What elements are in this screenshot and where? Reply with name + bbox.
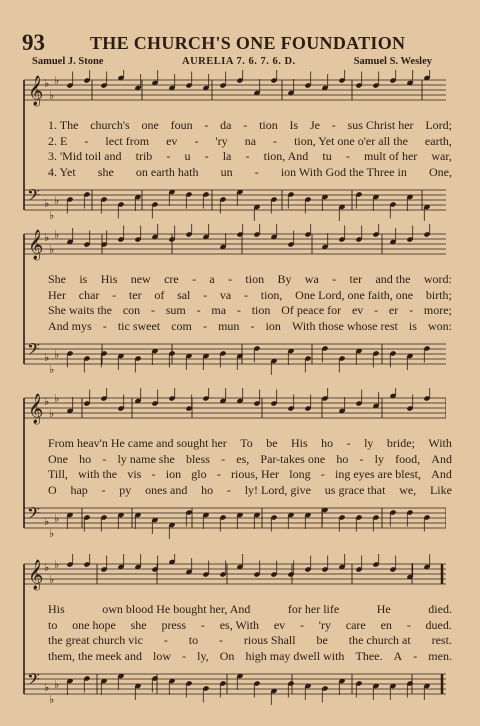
flat-icon: ♭ bbox=[49, 528, 55, 540]
lyric-syllable: be bbox=[266, 436, 278, 450]
lyric-syllable: press bbox=[161, 617, 187, 632]
flat-icon: ♭ bbox=[44, 682, 50, 694]
lyric-syllable: earth, bbox=[424, 133, 452, 148]
lyric-syllable: He bbox=[376, 602, 391, 616]
bass-clef-icon: 𝄢 bbox=[27, 503, 40, 527]
lyric-syllable: - bbox=[345, 149, 350, 163]
lyric-line-verse-2 bbox=[48, 134, 452, 150]
flat-icon: ♭ bbox=[49, 244, 55, 256]
lyric-line-verse-2 bbox=[48, 618, 452, 634]
lyric-syllable: ly, bbox=[197, 648, 209, 663]
lyric-syllable: men. bbox=[428, 648, 452, 663]
lyric-syllable: church's bbox=[90, 118, 130, 132]
flat-icon: ♭ bbox=[49, 364, 55, 376]
lyric-syllable: be bbox=[316, 633, 328, 647]
lyricist: Samuel J. Stone bbox=[32, 56, 104, 67]
lyric-line-verse-4 bbox=[48, 483, 452, 499]
lyric-syllable: to bbox=[48, 617, 58, 632]
lyric-syllable: trib bbox=[135, 149, 153, 163]
lyric-syllable: Her bbox=[48, 287, 66, 302]
lyric-syllable: won: bbox=[428, 318, 452, 333]
lyric-syllable: - bbox=[194, 133, 199, 148]
lyric-syllable: the great church vic bbox=[48, 633, 143, 647]
lyric-syllable: On bbox=[219, 648, 235, 663]
flat-icon: ♭ bbox=[54, 679, 60, 691]
tune-name: AURELIA 7. 6. 7. 6. D. bbox=[182, 56, 296, 67]
lyric-syllable: is bbox=[408, 318, 417, 333]
lyric-syllable: - bbox=[200, 617, 205, 632]
flat-icon: ♭ bbox=[49, 210, 55, 222]
lyric-syllable: na bbox=[244, 133, 257, 148]
lyric-syllable: es, bbox=[236, 451, 250, 466]
lyric-syllable: she bbox=[130, 617, 147, 632]
lyric-syllable: ly bbox=[374, 451, 384, 466]
lyric-syllable: glo bbox=[191, 467, 207, 481]
lyric-syllable: va bbox=[219, 287, 232, 302]
lyric-syllable: bride; bbox=[386, 436, 415, 450]
lyric-syllable: tion, bbox=[260, 287, 283, 302]
lyric-syllable: with the bbox=[78, 467, 118, 481]
lyric-syllable: bless bbox=[185, 451, 210, 466]
treble-clef-icon: 𝄞 bbox=[28, 394, 44, 424]
flat-icon: ♭ bbox=[44, 562, 50, 574]
lyric-syllable: ion bbox=[265, 318, 281, 333]
lyric-line-verse-3 bbox=[48, 149, 452, 165]
lyric-syllable: the church at bbox=[348, 633, 411, 647]
lyric-syllable: She waits the bbox=[48, 303, 112, 317]
flat-icon: ♭ bbox=[49, 694, 55, 706]
lyric-syllable: - bbox=[150, 303, 155, 317]
lyric-syllable: With those whose rest bbox=[291, 318, 398, 333]
lyric-syllable: - bbox=[413, 648, 418, 663]
lyric-syllable: tion bbox=[259, 118, 278, 132]
lyric-syllable: ly name she bbox=[117, 451, 175, 466]
lyric-line-verse-2 bbox=[48, 452, 452, 468]
lyric-syllable: By bbox=[277, 272, 292, 286]
lyric-line-verse-4 bbox=[48, 165, 452, 181]
lyric-syllable: - bbox=[196, 303, 201, 317]
lyric-line-verse-4 bbox=[48, 319, 452, 335]
lyric-syllable: A bbox=[393, 648, 403, 663]
lyric-syllable: - bbox=[151, 467, 156, 481]
music-system-1 bbox=[22, 70, 452, 230]
lyric-syllable: ones and bbox=[145, 482, 188, 497]
lyric-syllable: And bbox=[431, 451, 452, 466]
bass-clef-icon: 𝄢 bbox=[27, 185, 40, 209]
lyric-syllable: Is bbox=[289, 118, 299, 132]
lyric-syllable: One bbox=[48, 451, 68, 466]
lyric-syllable: - bbox=[273, 133, 278, 148]
lyric-syllable: rious Shall bbox=[243, 633, 296, 647]
lyric-syllable: O bbox=[48, 482, 57, 497]
flat-icon: ♭ bbox=[44, 198, 50, 210]
flat-icon: ♭ bbox=[54, 75, 60, 87]
lyric-syllable: - bbox=[203, 287, 208, 302]
lyric-syllable: - bbox=[332, 272, 337, 286]
lyric-line-verse-3 bbox=[48, 633, 452, 649]
lyric-syllable: un bbox=[220, 164, 233, 179]
lyric-syllable: ho bbox=[79, 451, 92, 466]
lyric-syllable: - bbox=[204, 149, 209, 163]
lyric-syllable: Thee. bbox=[355, 648, 383, 663]
lyric-syllable: She bbox=[48, 272, 66, 286]
lyric-syllable: sum bbox=[165, 303, 186, 317]
lyric-syllable: ev bbox=[273, 617, 286, 632]
lyric-syllable: - bbox=[226, 482, 231, 497]
flat-icon: ♭ bbox=[44, 516, 50, 528]
lyric-syllable: ho bbox=[201, 482, 214, 497]
lyric-syllable: ion bbox=[165, 467, 182, 481]
lyric-syllable: And bbox=[431, 467, 452, 481]
lyric-syllable: and the bbox=[375, 272, 411, 286]
lyric-syllable: - bbox=[202, 318, 207, 333]
lyric-syllable: - bbox=[166, 149, 171, 163]
lyric-syllable: - bbox=[299, 617, 304, 632]
lyric-syllable: tion, Yet one o'er all the bbox=[294, 133, 408, 148]
lyric-line-verse-1 bbox=[48, 436, 452, 452]
lyric-syllable: tic sweet bbox=[117, 318, 161, 333]
lyric-syllable: To bbox=[240, 436, 253, 450]
lyric-syllable: - bbox=[406, 617, 411, 632]
lyric-syllable: Till, bbox=[48, 467, 68, 481]
lyric-syllable: His bbox=[291, 436, 308, 450]
lyric-syllable: One Lord, one faith, one bbox=[295, 287, 414, 302]
lyric-syllable: mult of her bbox=[363, 149, 418, 163]
hymn-number: 93 bbox=[22, 30, 45, 55]
lyric-syllable: new bbox=[130, 272, 151, 286]
lyric-line-verse-2 bbox=[48, 288, 452, 304]
lyric-syllable: - bbox=[236, 303, 241, 317]
lyric-syllable: - bbox=[320, 467, 325, 481]
lyric-syllable: His bbox=[48, 602, 65, 616]
lyric-syllable: ma bbox=[211, 303, 227, 317]
lyric-syllable: - bbox=[243, 118, 248, 132]
lyric-syllable: lect from bbox=[105, 133, 150, 148]
lyric-syllable: char bbox=[78, 287, 100, 302]
lyric-syllable: Je bbox=[309, 118, 320, 132]
lyric-syllable: ly bbox=[364, 436, 374, 450]
lyric-syllable: - bbox=[192, 272, 197, 286]
composer: Samuel S. Wesley bbox=[353, 56, 432, 67]
lyric-syllable: py bbox=[119, 482, 132, 497]
lyrics-block bbox=[48, 118, 452, 180]
music-system-3 bbox=[22, 388, 452, 548]
flat-icon: ♭ bbox=[54, 195, 60, 207]
lyric-syllable: long bbox=[289, 467, 311, 481]
lyric-syllable: to bbox=[188, 633, 199, 647]
lyric-syllable: en bbox=[380, 617, 392, 632]
flat-icon: ♭ bbox=[54, 349, 60, 361]
lyric-syllable: - bbox=[112, 287, 117, 302]
flat-icon: ♭ bbox=[44, 352, 50, 364]
lyric-syllable: of bbox=[154, 287, 165, 302]
lyric-line-verse-1 bbox=[48, 272, 452, 288]
lyric-syllable: - bbox=[102, 451, 107, 466]
lyric-line-verse-4 bbox=[48, 649, 452, 665]
lyric-syllable: 1. The bbox=[48, 118, 79, 132]
lyric-syllable: Par-takes one bbox=[260, 451, 326, 466]
music-system-4 bbox=[22, 554, 452, 714]
treble-clef-icon: 𝄞 bbox=[28, 230, 44, 260]
lyric-syllable: sus Christ her bbox=[347, 118, 414, 132]
lyric-syllable: - bbox=[163, 633, 168, 647]
lyric-syllable: - bbox=[245, 149, 250, 163]
lyric-syllable: - bbox=[84, 133, 89, 148]
lyrics-block bbox=[48, 272, 452, 334]
lyric-syllable: 4. Yet bbox=[48, 164, 76, 179]
music-system-2 bbox=[22, 224, 452, 384]
lyric-syllable: hap bbox=[70, 482, 88, 497]
lyric-syllable: more; bbox=[423, 303, 452, 317]
lyric-syllable: ter bbox=[349, 272, 363, 286]
lyric-syllable: dued. bbox=[425, 617, 452, 632]
lyrics-block bbox=[48, 436, 452, 498]
treble-clef-icon: 𝄞 bbox=[28, 76, 44, 106]
lyric-syllable: - bbox=[243, 287, 248, 302]
lyric-syllable: - bbox=[101, 482, 106, 497]
lyric-syllable: care bbox=[345, 617, 366, 632]
lyric-syllable: tu bbox=[322, 149, 332, 163]
treble-clef-icon: 𝄞 bbox=[28, 560, 44, 590]
flat-icon: ♭ bbox=[49, 574, 55, 586]
lyric-syllable: tion bbox=[251, 303, 271, 317]
flat-icon: ♭ bbox=[49, 90, 55, 102]
lyric-syllable: high may dwell with bbox=[245, 648, 345, 663]
lyric-syllable: ter bbox=[128, 287, 142, 302]
lyric-syllable: ly! Lord, give bbox=[244, 482, 312, 497]
flat-icon: ♭ bbox=[44, 396, 50, 408]
lyric-syllable: - bbox=[228, 272, 233, 286]
lyric-syllable: ho bbox=[336, 451, 349, 466]
lyric-syllable: ev bbox=[351, 303, 364, 317]
lyrics-block bbox=[48, 602, 452, 664]
lyric-syllable: er bbox=[388, 303, 399, 317]
lyric-syllable: a bbox=[209, 272, 215, 286]
lyric-syllable: 'ry bbox=[215, 133, 228, 148]
flat-icon: ♭ bbox=[44, 78, 50, 90]
flat-icon: ♭ bbox=[54, 229, 60, 241]
lyric-syllable: - bbox=[219, 633, 224, 647]
lyric-syllable: tion bbox=[245, 272, 265, 286]
lyric-syllable: died. bbox=[428, 602, 452, 616]
lyric-syllable: rious, Her bbox=[231, 467, 280, 481]
flat-icon: ♭ bbox=[44, 232, 50, 244]
lyric-syllable: With bbox=[428, 436, 452, 450]
lyric-syllable: - bbox=[216, 467, 221, 481]
hymn-header bbox=[22, 30, 462, 58]
lyric-syllable: la bbox=[222, 149, 232, 163]
lyric-syllable: es, With bbox=[219, 617, 260, 632]
lyric-syllable: wa bbox=[304, 272, 319, 286]
bass-clef-icon: 𝄢 bbox=[27, 339, 40, 363]
lyric-syllable: From heav'n He came and sought her bbox=[48, 436, 227, 450]
lyric-syllable: - bbox=[331, 118, 336, 132]
lyric-syllable: war, bbox=[431, 149, 452, 163]
lyric-syllable: One, bbox=[428, 164, 452, 179]
lyric-syllable: Of peace for bbox=[281, 303, 342, 317]
lyric-syllable: us grace that bbox=[324, 482, 386, 497]
flat-icon: ♭ bbox=[54, 559, 60, 571]
lyric-syllable: 'ry bbox=[318, 617, 331, 632]
lyric-syllable: Like bbox=[429, 482, 452, 497]
lyric-syllable: own blood He bought her, And bbox=[102, 602, 251, 616]
lyric-syllable: we, bbox=[399, 482, 417, 497]
flat-icon: ♭ bbox=[49, 408, 55, 420]
lyric-syllable: Lord; bbox=[425, 118, 452, 132]
flat-icon: ♭ bbox=[54, 513, 60, 525]
lyric-syllable: low bbox=[153, 648, 172, 663]
lyric-syllable: vis bbox=[127, 467, 142, 481]
lyric-syllable: is bbox=[79, 272, 88, 286]
hymn-title: THE CHURCH'S ONE FOUNDATION bbox=[90, 33, 406, 53]
lyric-syllable: one hope bbox=[72, 617, 116, 632]
lyric-syllable: - bbox=[182, 648, 187, 663]
lyric-syllable: da bbox=[220, 118, 232, 132]
lyric-syllable: - bbox=[359, 451, 364, 466]
lyric-line-verse-1 bbox=[48, 602, 452, 618]
lyric-syllable: ion With God the Three in bbox=[280, 164, 407, 179]
lyric-syllable: And mys bbox=[48, 318, 92, 333]
lyric-syllable: - bbox=[221, 451, 226, 466]
lyric-syllable: them, the meek and bbox=[48, 648, 142, 663]
lyric-syllable: word: bbox=[423, 272, 452, 286]
lyric-syllable: - bbox=[250, 318, 255, 333]
lyric-line-verse-3 bbox=[48, 303, 452, 319]
lyric-syllable: mun bbox=[218, 318, 240, 333]
lyric-syllable: - bbox=[409, 303, 414, 317]
lyric-syllable: - bbox=[204, 118, 209, 132]
lyric-syllable: 3. 'Mid toil and bbox=[48, 149, 122, 163]
bass-clef-icon: 𝄢 bbox=[27, 669, 40, 693]
lyric-syllable: birth; bbox=[425, 287, 452, 302]
lyric-syllable: rest. bbox=[431, 633, 452, 647]
lyric-syllable: cre bbox=[164, 272, 179, 286]
lyric-syllable: food, bbox=[395, 451, 421, 466]
lyric-syllable: ev bbox=[166, 133, 178, 148]
lyric-line-verse-1 bbox=[48, 118, 452, 134]
lyric-syllable: foun bbox=[170, 118, 193, 132]
lyric-syllable: on earth hath bbox=[135, 164, 199, 179]
lyric-syllable: sal bbox=[177, 287, 191, 302]
lyric-syllable: - bbox=[374, 303, 379, 317]
lyric-line-verse-3 bbox=[48, 467, 452, 483]
lyric-syllable: ing eyes are blest, bbox=[335, 467, 421, 481]
lyric-syllable: 2. E bbox=[48, 133, 68, 148]
lyric-syllable: for her life bbox=[287, 602, 340, 616]
lyric-syllable: tion, And bbox=[263, 149, 309, 163]
lyric-syllable: one bbox=[141, 118, 159, 132]
lyric-syllable: she bbox=[97, 164, 114, 179]
lyric-syllable: u bbox=[184, 149, 191, 163]
lyric-syllable: - bbox=[254, 164, 259, 179]
lyric-syllable: His bbox=[100, 272, 118, 286]
lyric-syllable: com bbox=[171, 318, 192, 333]
lyric-syllable: ho bbox=[321, 436, 334, 450]
lyric-syllable: con bbox=[122, 303, 141, 317]
flat-icon: ♭ bbox=[54, 393, 60, 405]
hymn-credits bbox=[32, 56, 432, 70]
lyric-syllable: - bbox=[102, 318, 107, 333]
lyric-syllable: - bbox=[346, 436, 351, 450]
